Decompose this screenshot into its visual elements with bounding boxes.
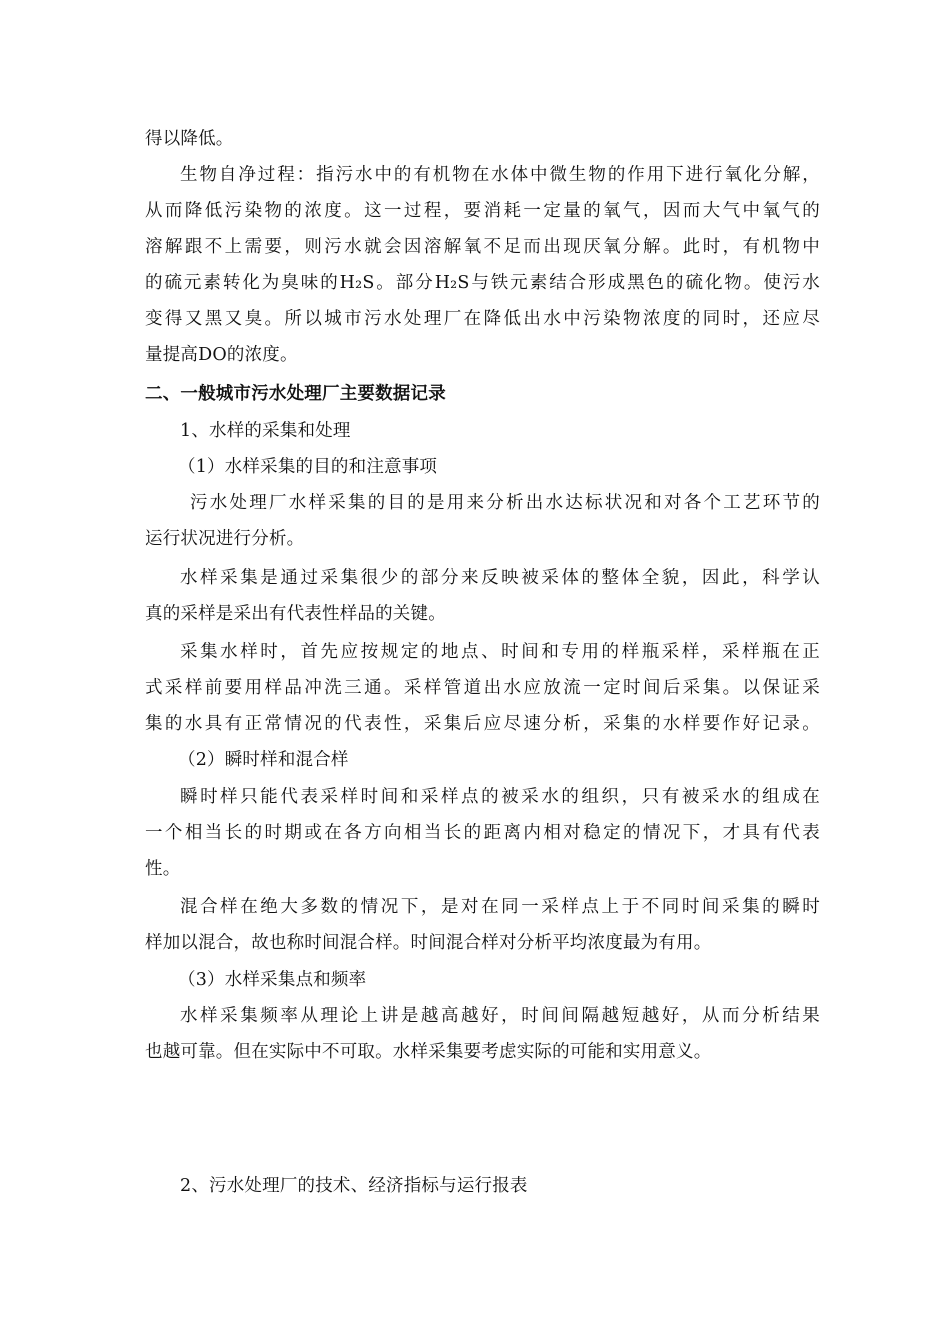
subsection-heading: （1）水样采集的目的和注意事项 xyxy=(178,457,438,477)
text-line: 变得又黑又臭。所以城市污水处理厂在降低出水中污染物浓度的同时，还应尽 xyxy=(145,309,820,329)
text-line: 量提高DO的浓度。 xyxy=(145,345,298,365)
text-line: 溶解跟不上需要，则污水就会因溶解氧不足而出现厌氧分解。此时，有机物中 xyxy=(145,237,820,257)
text-line: 生物自净过程：指污水中的有机物在水体中微生物的作用下进行氧化分解， xyxy=(180,165,820,185)
text-line: 从而降低污染物的浓度。这一过程，要消耗一定量的氧气，因而大气中氧气的 xyxy=(145,201,820,221)
text-line: 污水处理厂水样采集的目的是用来分析出水达标状况和对各个工艺环节的 xyxy=(190,493,820,513)
text-line: 混合样在绝大多数的情况下，是对在同一采样点上于不同时间采集的瞬时 xyxy=(180,897,820,917)
text-line: 真的采样是采出有代表性样品的关键。 xyxy=(145,604,446,624)
text-line: 集的水具有正常情况的代表性，采集后应尽速分析，采集的水样要作好记录。 xyxy=(145,714,820,734)
text-line: 水样采集频率从理论上讲是越高越好，时间间隔越短越好，从而分析结果 xyxy=(180,1006,820,1026)
text-line: 运行状况进行分析。 xyxy=(145,529,305,549)
section-heading: 二、一般城市污水处理厂主要数据记录 xyxy=(145,384,446,404)
text-line: 也越可靠。但在实际中不可取。水样采集要考虑实际的可能和实用意义。 xyxy=(145,1042,712,1062)
subsection-heading: （2）瞬时样和混合样 xyxy=(178,750,349,770)
text-line: 水样采集是通过采集很少的部分来反映被采体的整体全貌，因此，科学认 xyxy=(180,568,820,588)
text-line: 采集水样时，首先应按规定的地点、时间和专用的样瓶采样，采样瓶在正 xyxy=(180,642,820,662)
text-line: 瞬时样只能代表采样时间和采样点的被采水的组织，只有被采水的组成在 xyxy=(180,787,820,807)
subsection-heading: 2、污水处理厂的技术、经济指标与运行报表 xyxy=(180,1176,528,1196)
text-line: 的硫元素转化为臭味的H₂S。部分H₂S与铁元素结合形成黑色的硫化物。使污水 xyxy=(145,273,820,293)
text-line: 样加以混合，故也称时间混合样。时间混合样对分析平均浓度最为有用。 xyxy=(145,933,712,953)
text-line: 一个相当长的时期或在各方向相当长的距离内相对稳定的情况下，才具有代表 xyxy=(145,823,820,843)
text-line: 性。 xyxy=(145,859,181,879)
subsection-heading: 1、水样的采集和处理 xyxy=(180,421,351,441)
text-line: 式采样前要用样品冲洗三通。采样管道出水应放流一定时间后采集。以保证采 xyxy=(145,678,820,698)
text-line: 得以降低。 xyxy=(145,129,234,149)
subsection-heading: （3）水样采集点和频率 xyxy=(178,970,367,990)
